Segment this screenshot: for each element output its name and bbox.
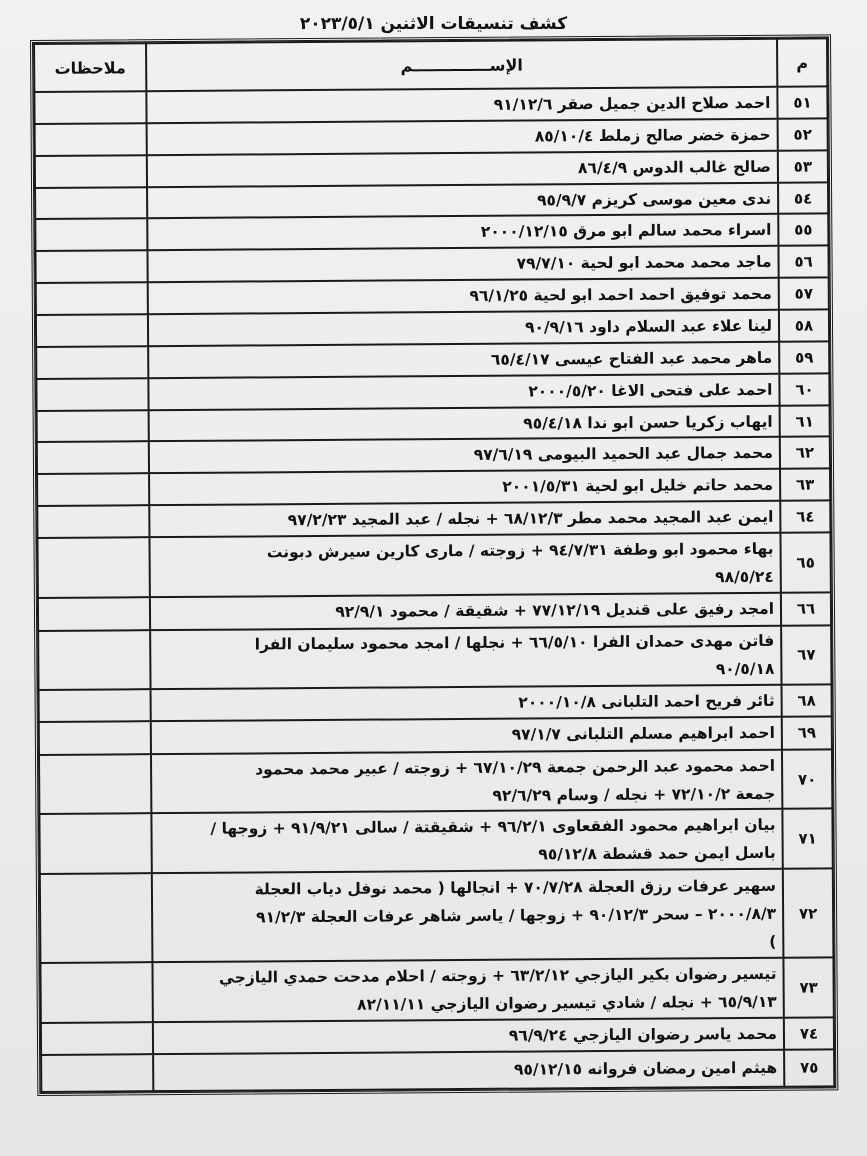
row-number: ٧٤	[784, 1018, 834, 1050]
row-notes	[35, 155, 147, 188]
row-notes	[41, 1022, 153, 1055]
row-notes	[38, 630, 150, 690]
row-notes	[39, 721, 151, 755]
row-notes	[40, 963, 152, 1023]
row-number: ٧٣	[783, 958, 833, 1018]
header-number: م	[777, 38, 827, 86]
row-number: ٥٢	[778, 118, 828, 150]
row-notes	[37, 473, 149, 506]
row-name: تيسير رضوان بكير اليازجي ٦٣/٢/١٢ + زوجته / احلام مدحت حمدي اليازجي ٦٥/٩/١٣ + نجله / شادي تيسير رضوان اليازجي ٨٢/١١/١١	[152, 958, 783, 1022]
row-notes	[36, 314, 148, 347]
row-notes	[41, 1054, 153, 1092]
row-name: ندى معين موسى كريزم ٩٥/٩/٧	[147, 182, 778, 218]
row-name: ماجد محمد محمد ابو لحية ٧٩/٧/١٠	[147, 246, 778, 282]
row-notes	[37, 442, 149, 475]
names-table-frame	[30, 34, 838, 1096]
row-number: ٧٥	[784, 1049, 834, 1086]
row-number: ٥٣	[778, 150, 828, 182]
row-notes	[35, 250, 147, 283]
row-number: ٦٠	[779, 373, 829, 405]
document-title: كشف تنسيقات الاثنين ٢٠٢٣/٥/١	[299, 14, 568, 34]
row-number: ٥١	[777, 86, 827, 118]
row-notes	[36, 282, 148, 315]
table-row	[41, 1049, 834, 1092]
row-name: احمد محمود عبد الرحمن جمعة ٦٧/١٠/٢٩ + زوجته / عبير محمد محمود جمعة ٧٢/١٠/٢ + نجله / وسام ٩٢/٦/٢٩	[151, 750, 782, 814]
row-name: محمد توفيق احمد احمد ابو لحية ٩٦/١/٢٥	[148, 278, 779, 314]
row-notes	[38, 597, 150, 631]
table-row	[40, 868, 834, 963]
row-notes	[35, 123, 147, 156]
row-name: محمد حاتم خليل ابو لحية ٢٠٠١/٥/٣١	[149, 469, 780, 505]
row-number: ٥٦	[778, 246, 828, 278]
row-notes	[37, 410, 149, 443]
table-body	[34, 86, 834, 1092]
row-number: ٧٢	[783, 868, 834, 958]
row-notes	[34, 91, 146, 124]
row-name: لينا علاء عبد السلام داود ٩٠/٩/١٦	[148, 310, 779, 346]
row-number: ٧١	[782, 809, 832, 869]
table-row	[37, 532, 830, 597]
row-number: ٦٨	[782, 685, 832, 717]
row-name: احمد على فتحى الاغا ٢٠٠٠/٥/٢٠	[148, 374, 779, 410]
table-row	[39, 749, 832, 814]
row-name: ثائر فريح احمد التلبانى ٢٠٠٠/١٠/٨	[151, 685, 782, 721]
row-number: ٧٠	[782, 749, 832, 809]
row-number: ٦٩	[782, 716, 832, 749]
table-row	[38, 592, 831, 630]
row-number: ٦١	[780, 405, 830, 437]
row-name: احمد صلاح الدين جميل صقر ٩١/١٢/٦	[146, 87, 777, 123]
row-number: ٥٧	[779, 278, 829, 310]
row-name: سهير عرفات رزق العجلة ٧٠/٧/٢٨ + انجالها ( محمد نوفل دياب العجلة ٢٠٠٠/٨/٣ – سحر ٩٠/١٢/٣ + زوجها / ياسر شاهر عرفات العجلة ٩١/٢/٣ )	[152, 869, 784, 963]
row-name: محمد ياسر رضوان اليازجي ٩٦/٩/٢٤	[153, 1018, 784, 1054]
header-name-label: الإســــــــــــــم	[400, 55, 523, 75]
row-name: امجد رفيق على قنديل ٧٧/١٢/١٩ + شقيقة / محمود ٩٢/٩/١	[150, 592, 781, 629]
row-name: بهاء محمود ابو وطفة ٩٤/٧/٣١ + زوجته / مارى كارين سيرش دبونت ٩٨/٥/٢٤	[149, 533, 780, 597]
row-name: محمد جمال عبد الحميد البيومى ٩٧/٦/١٩	[149, 437, 780, 473]
row-notes	[35, 219, 147, 252]
row-name: ماهر محمد عبد الفتاح عيسى ٦٥/٤/١٧	[148, 342, 779, 378]
row-number: ٥٩	[779, 341, 829, 373]
row-name: حمزة خضر صالح زملط ٨٥/١٠/٤	[147, 119, 778, 155]
row-name: احمد ابراهيم مسلم التلبانى ٩٧/١/٧	[151, 717, 782, 754]
row-name: ايمن عبد المجيد محمد مطر ٦٨/١٢/٣ + نجله / عبد المجيد ٩٧/٢/٢٣	[149, 501, 780, 537]
row-number: ٦٢	[780, 437, 830, 469]
row-notes	[40, 873, 153, 963]
row-number: ٥٥	[778, 214, 828, 246]
row-name: هيثم امين رمضان فروانه ٩٥/١٢/١٥	[153, 1050, 784, 1091]
row-name: ايهاب زكريا حسن ابو ندا ٩٥/٤/١٨	[149, 405, 780, 441]
row-name: صالح غالب الدوس ٨٦/٤/٩	[147, 151, 778, 187]
table-row	[40, 958, 833, 1023]
header-notes: ملاحظات	[34, 43, 146, 92]
row-number: ٦٣	[780, 469, 830, 501]
row-number: ٥٤	[778, 182, 828, 214]
row-name: اسراء محمد سالم ابو مرق ٢٠٠٠/١٢/١٥	[147, 214, 778, 250]
row-number: ٥٨	[779, 309, 829, 341]
row-number: ٦٤	[780, 501, 830, 533]
row-notes	[39, 814, 151, 874]
row-notes	[36, 378, 148, 411]
row-notes	[37, 505, 149, 538]
table-row	[38, 625, 831, 690]
row-notes	[35, 187, 147, 220]
row-notes	[39, 689, 151, 722]
row-name: بيان ابراهيم محمود الفقعاوى ٩٦/٢/١ + شقيقتة / سالى ٩١/٩/٢١ + زوجها / باسل ايمن حمد قشطة ٩٥/١٢/٨	[151, 809, 782, 873]
table-header-row	[34, 38, 827, 92]
row-number: ٦٧	[781, 625, 831, 685]
table-row	[39, 716, 832, 754]
row-number: ٦٦	[781, 592, 831, 625]
row-notes	[39, 754, 151, 814]
header-name	[146, 39, 777, 91]
row-notes	[36, 346, 148, 379]
row-name: فاتن مهدى حمدان الفرا ٦٦/٥/١٠ + نجلها / امجد محمود سليمان الفرا ٩٠/٥/١٨	[150, 625, 781, 689]
table-row	[39, 809, 832, 874]
row-notes	[37, 537, 149, 597]
names-table	[33, 37, 835, 1093]
row-number: ٦٥	[780, 532, 830, 592]
